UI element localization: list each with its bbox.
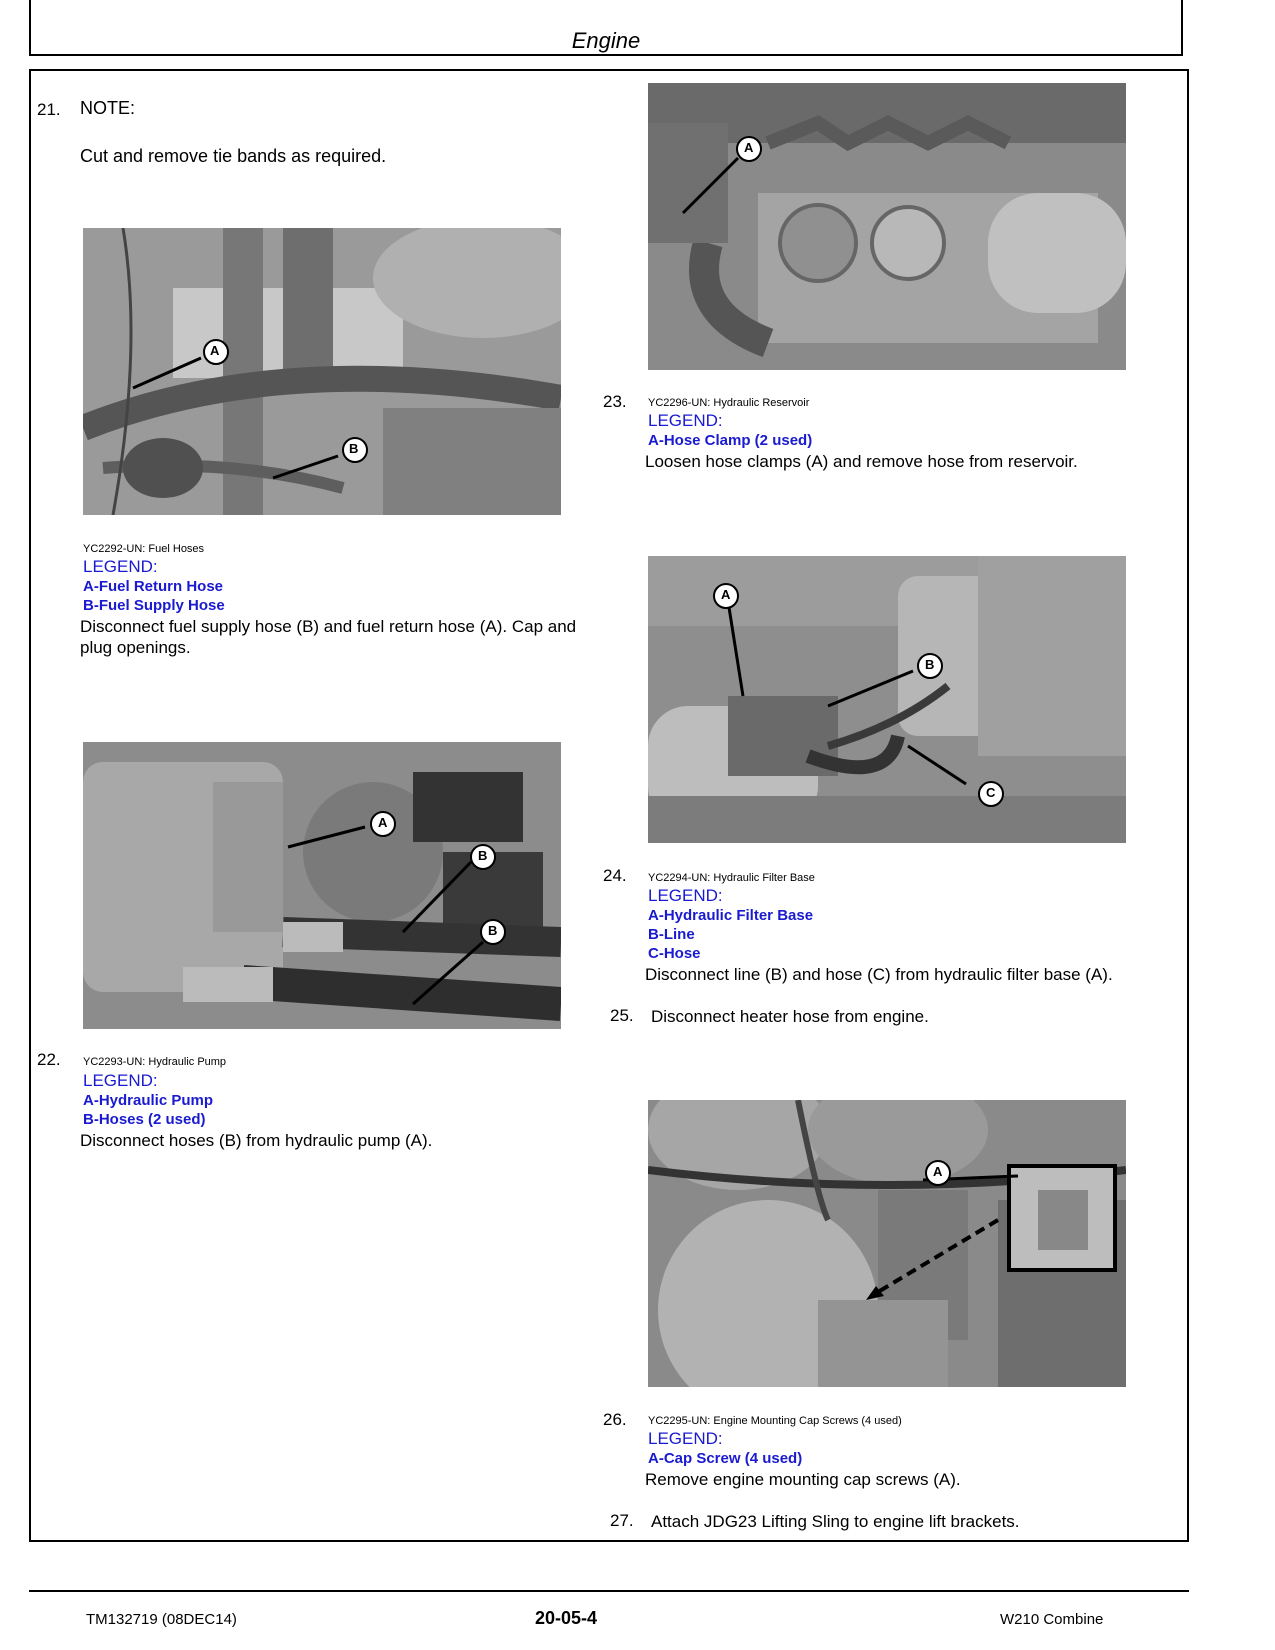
legend-item: B-Hoses (2 used) [83, 1111, 206, 1128]
callout-a: A [721, 587, 731, 602]
step-number: 22. [37, 1050, 61, 1069]
figure-caption: YC2294-UN: Hydraulic Filter Base [648, 872, 815, 884]
legend-item: A-Cap Screw (4 used) [648, 1450, 803, 1467]
legend-item: C-Hose [648, 945, 701, 962]
step-number: 23. [603, 392, 627, 411]
callout-a: A [210, 343, 220, 358]
figure-caption: YC2295-UN: Engine Mounting Cap Screws (4 used) [648, 1415, 902, 1427]
step-description: Disconnect fuel supply hose (B) and fuel return hose (A). Cap and plug openings. [80, 617, 577, 657]
step-text: Disconnect heater hose from engine. [651, 1007, 929, 1026]
footer-rule [29, 1590, 1189, 1592]
step-number: 26. [603, 1410, 627, 1429]
callout-a: A [933, 1164, 943, 1179]
legend-item: B-Fuel Supply Hose [83, 597, 225, 614]
step-number: 25. [610, 1006, 634, 1025]
hydraulic-filter-base-photo [648, 556, 1126, 843]
callout-c: C [986, 785, 996, 800]
step-description: Disconnect hoses (B) from hydraulic pump (A). [80, 1131, 433, 1150]
legend-item: B-Line [648, 926, 695, 943]
footer-page-number: 20-05-4 [535, 1608, 598, 1628]
step-description: Loosen hose clamps (A) and remove hose from reservoir. [645, 452, 1078, 471]
figure-caption: YC2293-UN: Hydraulic Pump [83, 1056, 227, 1068]
callout-a: A [378, 815, 388, 830]
callout-b: B [488, 923, 498, 938]
step-description: Disconnect line (B) and hose (C) from hydraulic filter base (A). [645, 965, 1113, 984]
hydraulic-pump-photo [83, 742, 561, 1029]
note-text: Cut and remove tie bands as required. [80, 146, 387, 166]
callout-a: A [744, 140, 754, 155]
legend-label: LEGEND: [648, 411, 723, 430]
step-text: Attach JDG23 Lifting Sling to engine lift brackets. [651, 1512, 1020, 1531]
step-number: 24. [603, 866, 627, 885]
legend-item: A-Hydraulic Filter Base [648, 907, 814, 924]
legend-item: A-Hydraulic Pump [83, 1092, 214, 1109]
step-number: 27. [610, 1511, 634, 1530]
step-description: Remove engine mounting cap screws (A). [645, 1470, 961, 1489]
fuel-hoses-photo [83, 228, 561, 515]
callout-b: B [349, 441, 359, 456]
figure-caption: YC2296-UN: Hydraulic Reservoir [648, 397, 810, 409]
step-number: 21. [37, 100, 61, 119]
legend-label: LEGEND: [83, 1071, 158, 1090]
footer-doc-id: TM132719 (08DEC14) [86, 1611, 237, 1628]
note-label: NOTE: [80, 98, 136, 118]
callout-b: B [478, 848, 488, 863]
page-title: Engine [571, 28, 641, 53]
engine-mounting-photo [648, 1100, 1126, 1387]
legend-item: A-Hose Clamp (2 used) [648, 432, 813, 449]
figure-caption: YC2292-UN: Fuel Hoses [83, 543, 205, 555]
legend-label: LEGEND: [648, 1429, 723, 1448]
footer-product: W210 Combine [1000, 1611, 1104, 1628]
legend-item: A-Fuel Return Hose [83, 578, 224, 595]
callout-b: B [925, 657, 935, 672]
legend-label: LEGEND: [648, 886, 723, 905]
hydraulic-reservoir-photo [648, 83, 1126, 370]
legend-label: LEGEND: [83, 557, 158, 576]
